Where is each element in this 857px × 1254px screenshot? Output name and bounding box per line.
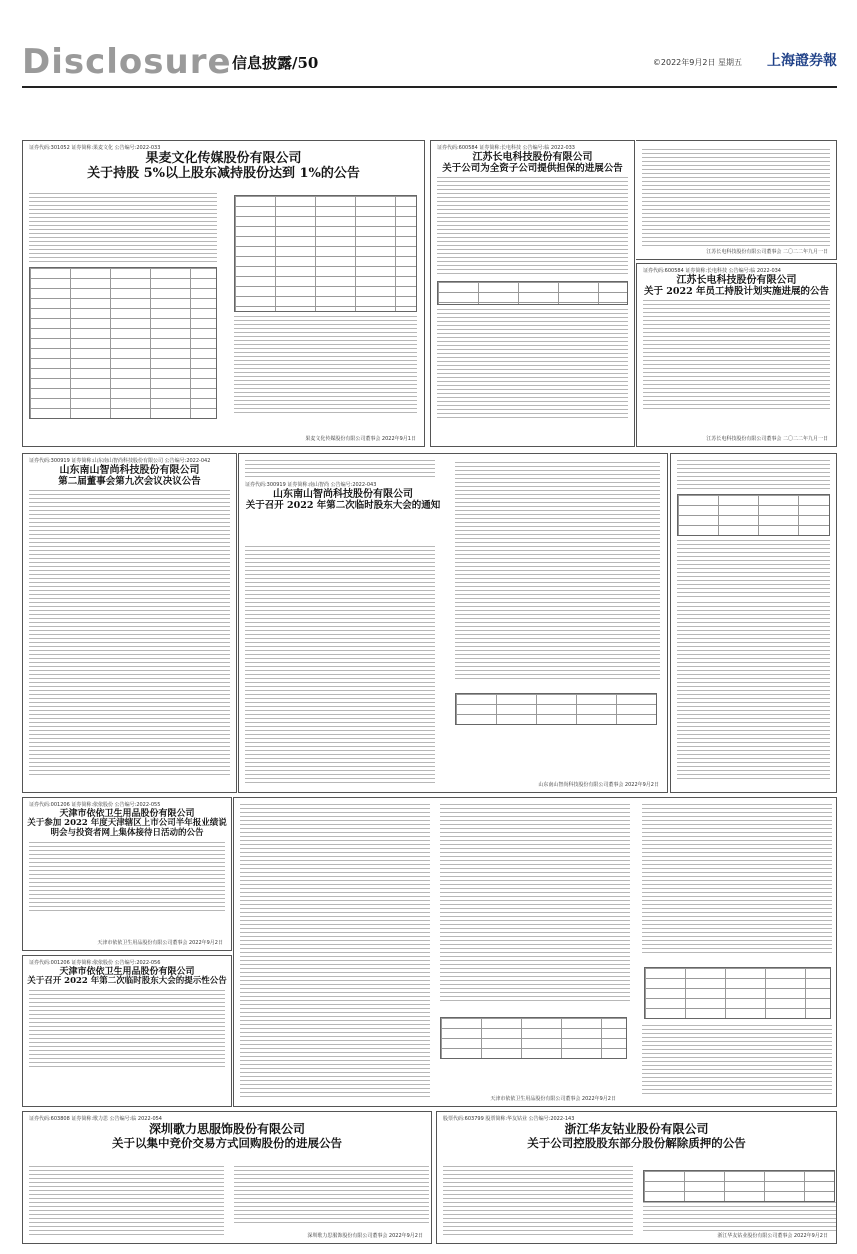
notice-signature: 浙江华友钴业股份有限公司董事会 2022年9月2日 [717, 1233, 828, 1239]
notice-body-text [437, 177, 628, 277]
notice-body-text-2 [234, 1166, 429, 1226]
notice-company: 浙江华友钴业股份有限公司 [564, 1122, 709, 1136]
notice-body-text [29, 193, 217, 263]
attachment-text-3 [677, 602, 830, 782]
section-brand: Disclosure [22, 42, 232, 82]
notice-body-text-3 [440, 804, 630, 1004]
notice-body-text-2 [240, 804, 430, 1099]
notice-signature: 山东南山智尚科技股份有限公司董事会 2022年9月2日 [538, 782, 659, 788]
notice-title: 关于持股 5%以上股东减持股份达到 1%的公告 [87, 165, 360, 181]
notice-company: 深圳歌力思服饰股份有限公司 [148, 1122, 305, 1136]
notice-body-text [29, 490, 230, 775]
notice-huayou [436, 1111, 837, 1244]
notice-meta: 股票代码:603799 股票简称:华友钴业 公告编号:2022-143 [443, 1116, 575, 1122]
guarantee-table [437, 281, 628, 305]
notice-meta: 证券代码:600584 证券简称:长电科技 公告编号:临 2022-033 [437, 145, 575, 151]
notice-body-text [29, 990, 225, 1070]
notice-company: 果麦文化传媒股份有限公司 [145, 151, 302, 166]
notice-ellassay [22, 1111, 432, 1244]
notice-signature: 天津市依依卫生用品股份有限公司董事会 2022年9月2日 [490, 1096, 616, 1102]
notice-body-text-2 [643, 1202, 837, 1232]
notice-company: 山东南山智尚科技股份有限公司 [273, 489, 413, 500]
notice-body-text [245, 546, 435, 786]
pledge-table [643, 1170, 835, 1202]
notice-signature: 江苏长电科技股份有限公司董事会 二〇二二年九月一日 [706, 249, 828, 255]
notice-body-text [643, 300, 830, 410]
notice-nanshan-attachment [670, 453, 837, 793]
notice-company: 天津市依依卫生用品股份有限公司 [59, 967, 195, 977]
notice-meta: 证券代码:600584 证券简称:长电科技 公告编号:临 2022-034 [643, 268, 781, 274]
notice-body-text-3 [642, 149, 830, 249]
notice-signature: 深圳歌力思服饰股份有限公司董事会 2022年9月2日 [307, 1233, 423, 1239]
page-header [22, 38, 837, 84]
section-title: 信息披露/50 [232, 54, 319, 72]
notice-body-text-5 [642, 1025, 832, 1095]
notice-guomai [22, 140, 425, 447]
notice-body-text-2 [437, 309, 628, 419]
meeting-proposals-table [455, 693, 657, 725]
notice-company: 山东南山智尚科技股份有限公司 [59, 465, 200, 476]
notice-nanshan-board [22, 453, 237, 793]
newspaper-logo: 上海證券報 [767, 53, 837, 69]
issue-date: ©2022年9月2日 星期五 [652, 58, 742, 67]
proposal-table [440, 1017, 627, 1059]
notice-meta: 证券代码:001206 证券简称:依依股份 公告编号:2022-055 [29, 802, 161, 808]
attachment-text-2 [677, 540, 830, 600]
notice-meta: 证券代码:001206 证券简称:依依股份 公告编号:2022-056 [29, 960, 161, 966]
notice-title: 第二届董事会第九次会议决议公告 [58, 475, 201, 487]
proxy-table [677, 494, 830, 536]
notice-body-text-2 [234, 316, 417, 416]
notice-lead-text [245, 460, 435, 478]
notice-yiyi-briefing [22, 797, 232, 951]
notice-meta: 证券代码:300919 证券简称:南山智尚 公告编号:2022-043 [245, 482, 377, 488]
notice-title: 关于参加 2022 年度天津辖区上市公司半年报业绩说明会与投资者网上集体接待日活动的公告 [27, 818, 227, 839]
notice-nanshan-meeting [238, 453, 668, 793]
notice-signature: 江苏长电科技股份有限公司董事会 二〇二二年九月一日 [706, 436, 828, 442]
holding-table [29, 267, 217, 419]
notice-title: 关于召开 2022 年第二次临时股东大会的提示性公告 [27, 976, 227, 987]
notice-title: 关于以集中竞价交易方式回购股份的进展公告 [112, 1135, 342, 1150]
notice-signature: 果麦文化传媒股份有限公司董事会 2022年9月1日 [305, 436, 416, 442]
shareholding-change-table [234, 195, 417, 312]
notice-body-text [443, 1166, 633, 1236]
notice-body-text-4 [642, 804, 832, 954]
notice-meta: 证券代码:301052 证券简称:果麦文化 公告编号:2022-033 [29, 145, 161, 151]
notice-meta: 证券代码:603808 证券简称:歌力思 公告编号:临 2022-054 [29, 1116, 162, 1122]
notice-signature: 天津市依依卫生用品股份有限公司董事会 2022年9月2日 [97, 940, 223, 946]
notice-title: 关于公司控股股东部分股份解除质押的公告 [527, 1135, 746, 1150]
header-rule [22, 86, 837, 88]
notice-jcet-guarantee [430, 140, 635, 447]
notice-body-text [29, 1166, 224, 1236]
notice-yiyi-meeting-cont [233, 797, 837, 1107]
notice-jcet-guarantee-cont [636, 140, 837, 260]
notice-meta: 证券代码:300919 证券简称:山东南山智尚科技股份有限公司 公告编号:2022-042 [29, 458, 211, 464]
notice-title: 关于公司为全资子公司提供担保的进展公告 [442, 162, 623, 174]
voting-table [644, 967, 831, 1019]
notice-company: 江苏长电科技股份有限公司 [676, 275, 797, 286]
notice-title: 关于召开 2022 年第二次临时股东大会的通知 [245, 499, 441, 511]
notice-jcet-esop [636, 263, 837, 447]
notice-company: 天津市依依卫生用品股份有限公司 [59, 809, 195, 819]
notice-yiyi-meeting [22, 955, 232, 1107]
notice-body-text [29, 842, 225, 912]
notice-company: 江苏长电科技股份有限公司 [472, 152, 593, 163]
notice-body-text-2 [455, 462, 660, 682]
notice-title: 关于 2022 年员工持股计划实施进展的公告 [643, 285, 830, 297]
attachment-text [677, 460, 830, 490]
